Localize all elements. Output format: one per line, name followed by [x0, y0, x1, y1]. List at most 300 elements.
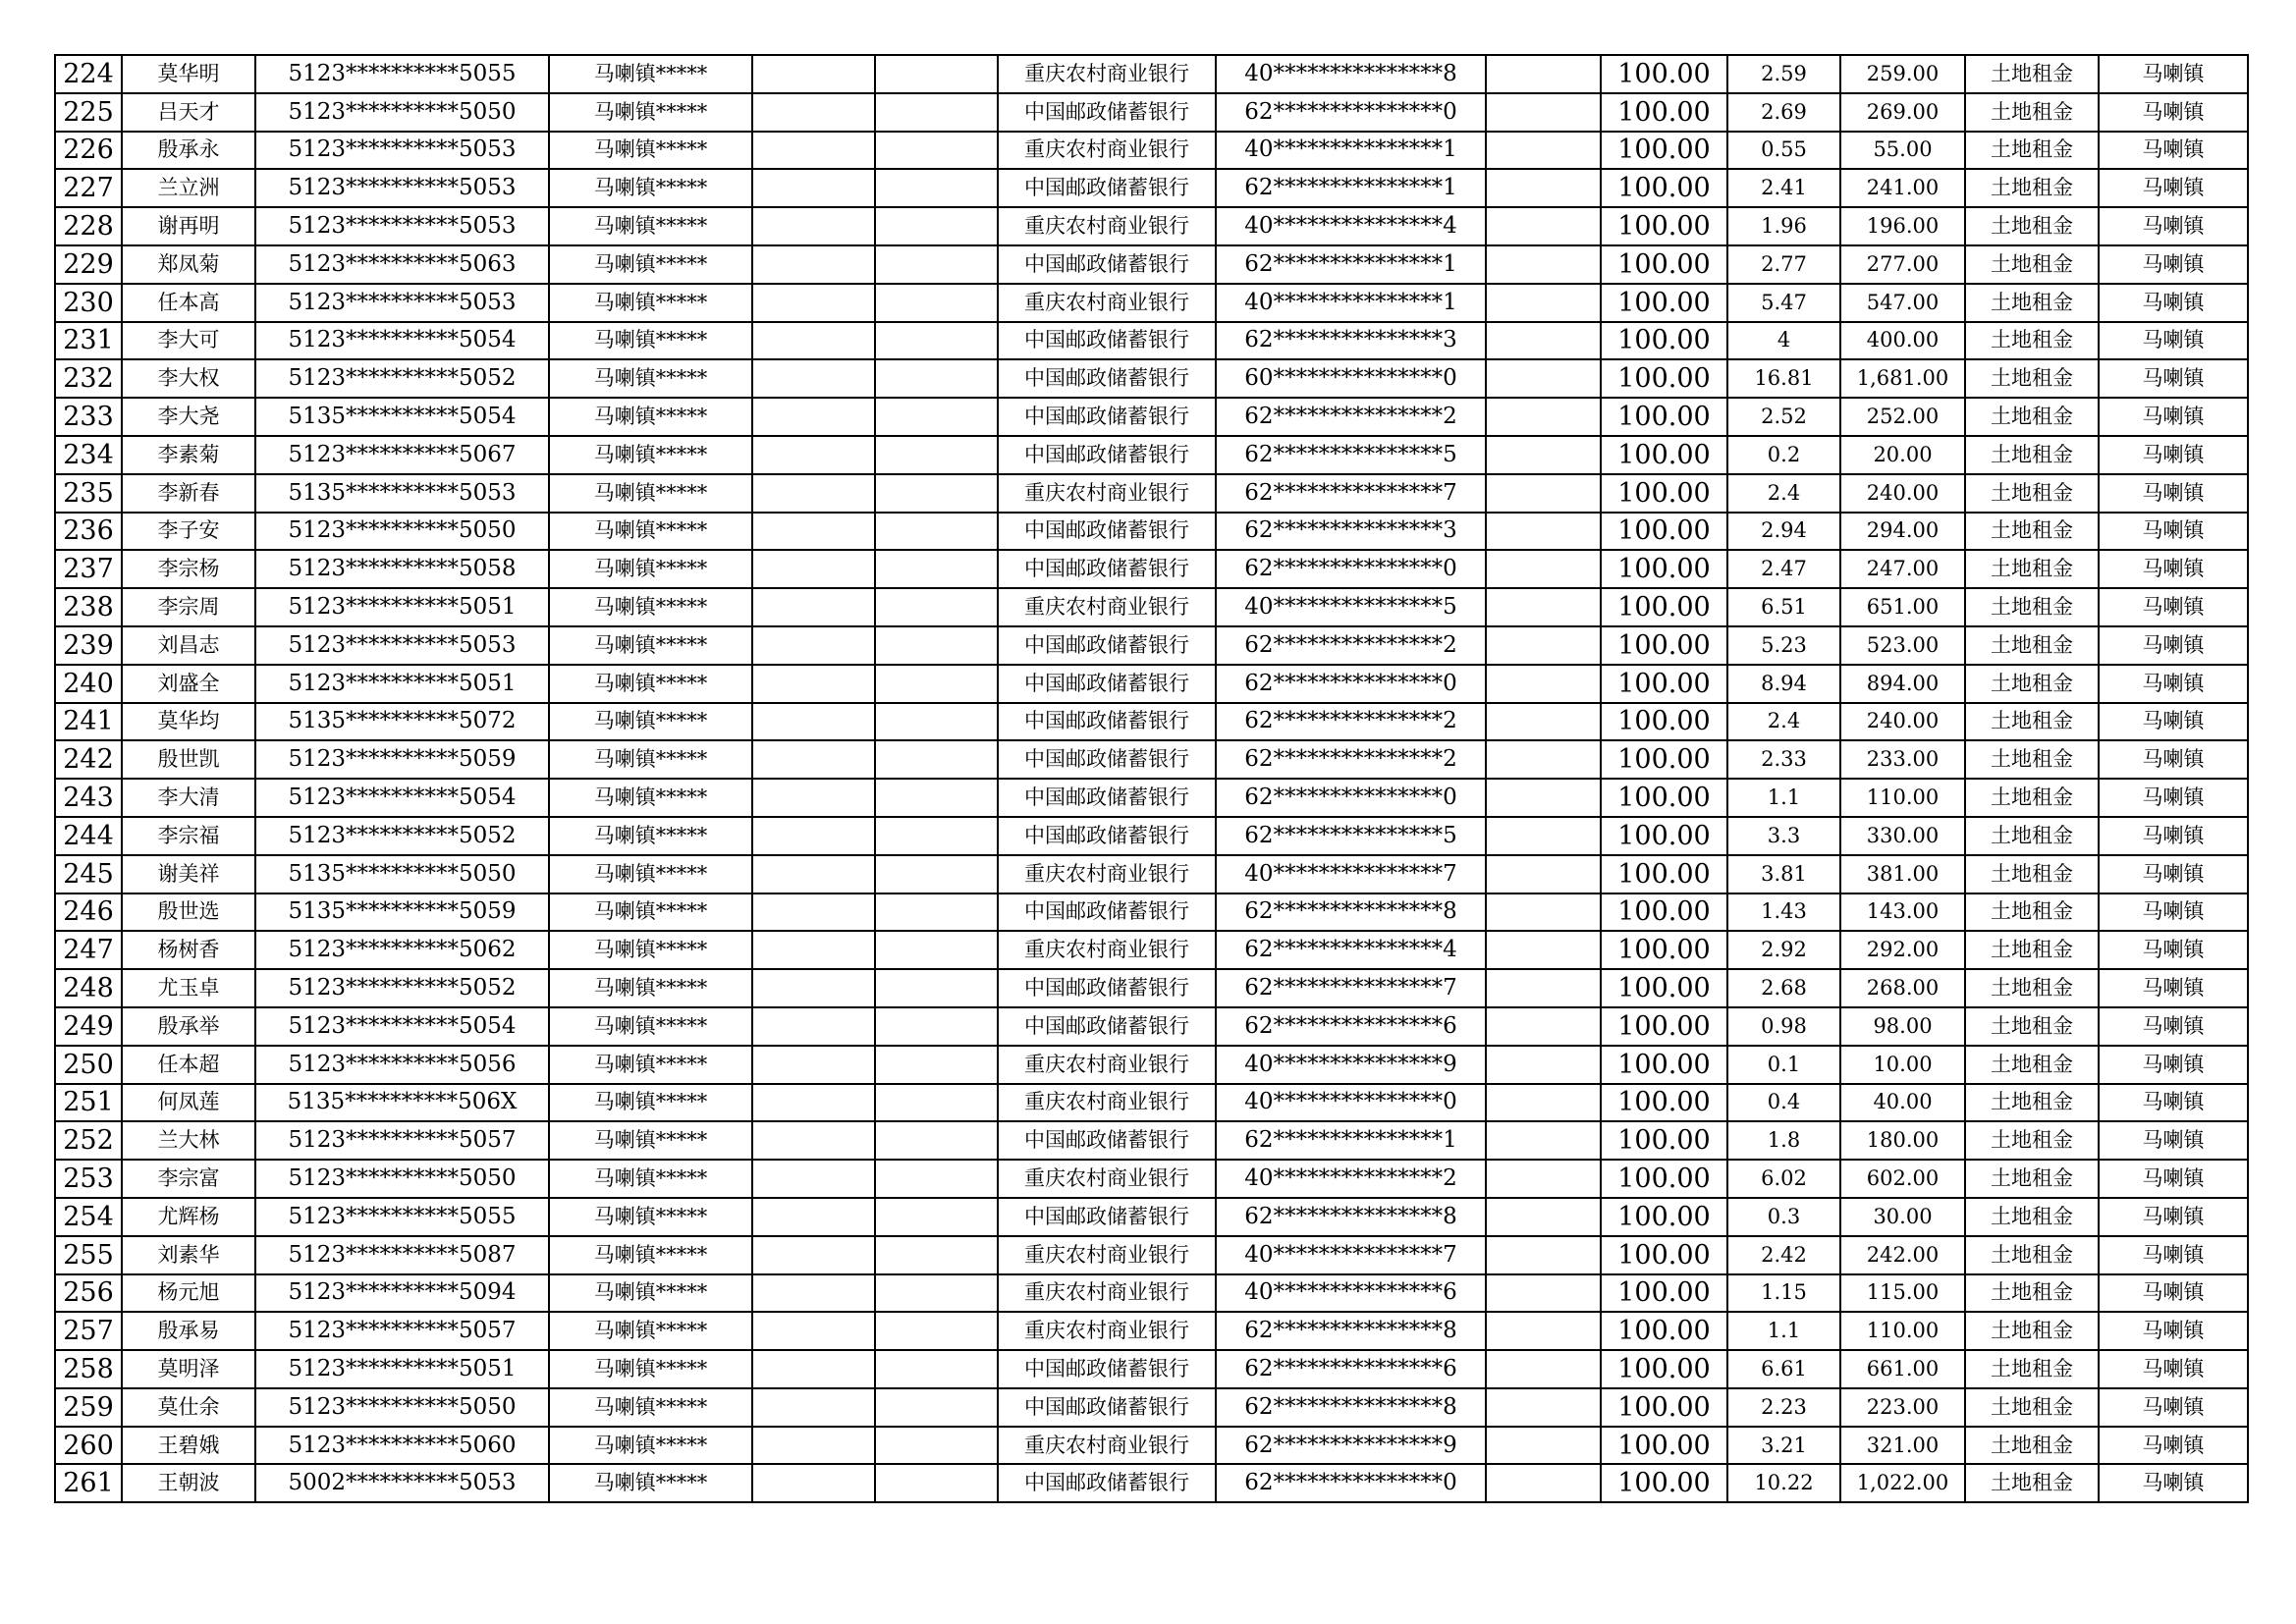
empty-cell [1486, 359, 1601, 398]
table-row [55, 1388, 2248, 1427]
address-cell: 马喇镇***** [549, 55, 752, 93]
empty-cell [752, 1427, 875, 1465]
account-cell: 40***************4 [1216, 207, 1486, 245]
payment-type-cell: 土地租金 [1965, 1121, 2099, 1160]
payment-type-cell: 土地租金 [1965, 1046, 2099, 1084]
address-cell: 马喇镇***** [549, 1388, 752, 1427]
table-row [55, 1046, 2248, 1084]
amount-cell: 400.00 [1840, 322, 1965, 360]
name-cell: 殷承永 [122, 132, 255, 170]
bank-cell: 重庆农村商业银行 [998, 207, 1216, 245]
bank-cell: 中国邮政储蓄银行 [998, 1350, 1216, 1388]
account-cell: 62***************3 [1216, 513, 1486, 551]
amount-cell: 115.00 [1840, 1274, 1965, 1313]
area-cell: 1.8 [1727, 1121, 1840, 1160]
empty-cell [752, 245, 875, 284]
payment-type-cell: 土地租金 [1965, 284, 2099, 322]
address-cell: 马喇镇***** [549, 513, 752, 551]
area-cell: 5.23 [1727, 626, 1840, 665]
table-row [55, 931, 2248, 969]
id-number-cell: 5123**********5053 [255, 284, 549, 322]
empty-cell [752, 513, 875, 551]
empty-cell [752, 703, 875, 741]
empty-cell [1486, 969, 1601, 1007]
address-cell: 马喇镇***** [549, 245, 752, 284]
address-cell: 马喇镇***** [549, 1198, 752, 1236]
area-cell: 0.1 [1727, 1046, 1840, 1084]
id-number-cell: 5135**********5072 [255, 703, 549, 741]
table-row [55, 817, 2248, 855]
empty-cell [752, 169, 875, 207]
empty-cell [752, 1350, 875, 1388]
empty-cell [1486, 855, 1601, 893]
payment-type-cell: 土地租金 [1965, 1084, 2099, 1122]
address-cell: 马喇镇***** [549, 1236, 752, 1274]
account-cell: 62***************5 [1216, 817, 1486, 855]
id-number-cell: 5123**********5052 [255, 359, 549, 398]
unit-price-cell: 100.00 [1601, 284, 1727, 322]
town-cell: 马喇镇 [2099, 626, 2248, 665]
bank-cell: 重庆农村商业银行 [998, 855, 1216, 893]
payment-type-cell: 土地租金 [1965, 969, 2099, 1007]
empty-cell [752, 1312, 875, 1350]
table-row [55, 855, 2248, 893]
id-number-cell: 5123**********5060 [255, 1427, 549, 1465]
bank-cell: 中国邮政储蓄银行 [998, 1198, 1216, 1236]
empty-cell [1486, 245, 1601, 284]
payment-type-cell: 土地租金 [1965, 474, 2099, 513]
empty-cell [875, 931, 998, 969]
area-cell: 3.21 [1727, 1427, 1840, 1465]
amount-cell: 223.00 [1840, 1388, 1965, 1427]
payment-table [54, 54, 2249, 1503]
empty-cell [875, 665, 998, 703]
town-cell: 马喇镇 [2099, 1160, 2248, 1198]
table-row [55, 1350, 2248, 1388]
town-cell: 马喇镇 [2099, 359, 2248, 398]
town-cell: 马喇镇 [2099, 55, 2248, 93]
table-row [55, 1274, 2248, 1313]
address-cell: 马喇镇***** [549, 1464, 752, 1502]
empty-cell [875, 969, 998, 1007]
table-row [55, 513, 2248, 551]
table-row [55, 245, 2248, 284]
empty-cell [752, 855, 875, 893]
payment-type-cell: 土地租金 [1965, 703, 2099, 741]
unit-price-cell: 100.00 [1601, 740, 1727, 779]
empty-cell [875, 588, 998, 626]
bank-cell: 中国邮政储蓄银行 [998, 1121, 1216, 1160]
bank-cell: 中国邮政储蓄银行 [998, 322, 1216, 360]
unit-price-cell: 100.00 [1601, 359, 1727, 398]
town-cell: 马喇镇 [2099, 169, 2248, 207]
amount-cell: 1,681.00 [1840, 359, 1965, 398]
unit-price-cell: 100.00 [1601, 1046, 1727, 1084]
address-cell: 马喇镇***** [549, 740, 752, 779]
town-cell: 马喇镇 [2099, 474, 2248, 513]
empty-cell [1486, 1084, 1601, 1122]
empty-cell [1486, 550, 1601, 588]
row-number-cell: 241 [55, 703, 122, 741]
empty-cell [1486, 626, 1601, 665]
empty-cell [875, 1427, 998, 1465]
account-cell: 40***************7 [1216, 855, 1486, 893]
bank-cell: 中国邮政储蓄银行 [998, 436, 1216, 474]
amount-cell: 196.00 [1840, 207, 1965, 245]
area-cell: 4 [1727, 322, 1840, 360]
amount-cell: 20.00 [1840, 436, 1965, 474]
row-number-cell: 239 [55, 626, 122, 665]
table-row [55, 1464, 2248, 1502]
row-number-cell: 260 [55, 1427, 122, 1465]
town-cell: 马喇镇 [2099, 740, 2248, 779]
bank-cell: 重庆农村商业银行 [998, 132, 1216, 170]
table-row [55, 1160, 2248, 1198]
area-cell: 2.59 [1727, 55, 1840, 93]
empty-cell [1486, 284, 1601, 322]
amount-cell: 523.00 [1840, 626, 1965, 665]
town-cell: 马喇镇 [2099, 1388, 2248, 1427]
id-number-cell: 5123**********5059 [255, 740, 549, 779]
unit-price-cell: 100.00 [1601, 207, 1727, 245]
empty-cell [1486, 436, 1601, 474]
empty-cell [875, 1046, 998, 1084]
empty-cell [875, 779, 998, 817]
address-cell: 马喇镇***** [549, 1312, 752, 1350]
table-row [55, 588, 2248, 626]
id-number-cell: 5123**********5053 [255, 169, 549, 207]
account-cell: 62***************3 [1216, 322, 1486, 360]
name-cell: 李宗富 [122, 1160, 255, 1198]
payment-type-cell: 土地租金 [1965, 207, 2099, 245]
row-number-cell: 242 [55, 740, 122, 779]
row-number-cell: 249 [55, 1007, 122, 1046]
empty-cell [752, 1236, 875, 1274]
id-number-cell: 5123**********5053 [255, 626, 549, 665]
amount-cell: 242.00 [1840, 1236, 1965, 1274]
row-number-cell: 231 [55, 322, 122, 360]
empty-cell [875, 1160, 998, 1198]
unit-price-cell: 100.00 [1601, 398, 1727, 436]
table-row [55, 207, 2248, 245]
area-cell: 2.52 [1727, 398, 1840, 436]
area-cell: 1.1 [1727, 779, 1840, 817]
table-row [55, 1312, 2248, 1350]
unit-price-cell: 100.00 [1601, 588, 1727, 626]
empty-cell [875, 245, 998, 284]
empty-cell [875, 740, 998, 779]
empty-cell [875, 550, 998, 588]
address-cell: 马喇镇***** [549, 1274, 752, 1313]
town-cell: 马喇镇 [2099, 817, 2248, 855]
address-cell: 马喇镇***** [549, 855, 752, 893]
amount-cell: 294.00 [1840, 513, 1965, 551]
empty-cell [752, 626, 875, 665]
row-number-cell: 228 [55, 207, 122, 245]
account-cell: 62***************8 [1216, 1388, 1486, 1427]
amount-cell: 110.00 [1840, 779, 1965, 817]
name-cell: 李大清 [122, 779, 255, 817]
id-number-cell: 5123**********5050 [255, 513, 549, 551]
amount-cell: 1,022.00 [1840, 1464, 1965, 1502]
area-cell: 3.3 [1727, 817, 1840, 855]
address-cell: 马喇镇***** [549, 779, 752, 817]
name-cell: 李宗杨 [122, 550, 255, 588]
area-cell: 2.42 [1727, 1236, 1840, 1274]
town-cell: 马喇镇 [2099, 1121, 2248, 1160]
id-number-cell: 5123**********5094 [255, 1274, 549, 1313]
id-number-cell: 5135**********5059 [255, 893, 549, 932]
town-cell: 马喇镇 [2099, 245, 2248, 284]
row-number-cell: 250 [55, 1046, 122, 1084]
row-number-cell: 246 [55, 893, 122, 932]
id-number-cell: 5123**********5057 [255, 1121, 549, 1160]
table-row [55, 665, 2248, 703]
empty-cell [1486, 474, 1601, 513]
address-cell: 马喇镇***** [549, 284, 752, 322]
empty-cell [1486, 513, 1601, 551]
account-cell: 62***************2 [1216, 740, 1486, 779]
account-cell: 62***************6 [1216, 1007, 1486, 1046]
town-cell: 马喇镇 [2099, 588, 2248, 626]
account-cell: 40***************6 [1216, 1274, 1486, 1313]
table-body [55, 55, 2248, 1502]
empty-cell [875, 893, 998, 932]
address-cell: 马喇镇***** [549, 169, 752, 207]
account-cell: 40***************2 [1216, 1160, 1486, 1198]
empty-cell [752, 550, 875, 588]
amount-cell: 180.00 [1840, 1121, 1965, 1160]
account-cell: 40***************9 [1216, 1046, 1486, 1084]
empty-cell [752, 55, 875, 93]
id-number-cell: 5123**********5056 [255, 1046, 549, 1084]
name-cell: 谢美祥 [122, 855, 255, 893]
unit-price-cell: 100.00 [1601, 1312, 1727, 1350]
empty-cell [1486, 55, 1601, 93]
table-row [55, 626, 2248, 665]
payment-type-cell: 土地租金 [1965, 779, 2099, 817]
town-cell: 马喇镇 [2099, 1312, 2248, 1350]
row-number-cell: 227 [55, 169, 122, 207]
empty-cell [752, 1007, 875, 1046]
row-number-cell: 256 [55, 1274, 122, 1313]
empty-cell [752, 1160, 875, 1198]
id-number-cell: 5123**********5054 [255, 779, 549, 817]
address-cell: 马喇镇***** [549, 359, 752, 398]
area-cell: 10.22 [1727, 1464, 1840, 1502]
area-cell: 6.02 [1727, 1160, 1840, 1198]
unit-price-cell: 100.00 [1601, 779, 1727, 817]
amount-cell: 381.00 [1840, 855, 1965, 893]
amount-cell: 240.00 [1840, 703, 1965, 741]
payment-type-cell: 土地租金 [1965, 55, 2099, 93]
empty-cell [1486, 893, 1601, 932]
empty-cell [875, 93, 998, 132]
table-row [55, 550, 2248, 588]
payment-type-cell: 土地租金 [1965, 1388, 2099, 1427]
payment-type-cell: 土地租金 [1965, 1427, 2099, 1465]
payment-type-cell: 土地租金 [1965, 1007, 2099, 1046]
unit-price-cell: 100.00 [1601, 1160, 1727, 1198]
area-cell: 1.1 [1727, 1312, 1840, 1350]
payment-type-cell: 土地租金 [1965, 588, 2099, 626]
address-cell: 马喇镇***** [549, 132, 752, 170]
table-row [55, 132, 2248, 170]
empty-cell [875, 1121, 998, 1160]
bank-cell: 中国邮政储蓄银行 [998, 626, 1216, 665]
bank-cell: 中国邮政储蓄银行 [998, 169, 1216, 207]
account-cell: 62***************6 [1216, 1350, 1486, 1388]
table-row [55, 474, 2248, 513]
id-number-cell: 5123**********5087 [255, 1236, 549, 1274]
table-row [55, 1427, 2248, 1465]
amount-cell: 321.00 [1840, 1427, 1965, 1465]
id-number-cell: 5135**********5054 [255, 398, 549, 436]
payment-type-cell: 土地租金 [1965, 1236, 2099, 1274]
amount-cell: 330.00 [1840, 817, 1965, 855]
amount-cell: 651.00 [1840, 588, 1965, 626]
area-cell: 2.4 [1727, 703, 1840, 741]
bank-cell: 重庆农村商业银行 [998, 1236, 1216, 1274]
row-number-cell: 248 [55, 969, 122, 1007]
row-number-cell: 238 [55, 588, 122, 626]
empty-cell [1486, 1427, 1601, 1465]
payment-type-cell: 土地租金 [1965, 893, 2099, 932]
empty-cell [1486, 1464, 1601, 1502]
row-number-cell: 255 [55, 1236, 122, 1274]
area-cell: 1.96 [1727, 207, 1840, 245]
name-cell: 刘素华 [122, 1236, 255, 1274]
address-cell: 马喇镇***** [549, 1350, 752, 1388]
empty-cell [752, 474, 875, 513]
amount-cell: 233.00 [1840, 740, 1965, 779]
unit-price-cell: 100.00 [1601, 1007, 1727, 1046]
id-number-cell: 5123**********5054 [255, 322, 549, 360]
table-row [55, 436, 2248, 474]
empty-cell [752, 93, 875, 132]
town-cell: 马喇镇 [2099, 1236, 2248, 1274]
unit-price-cell: 100.00 [1601, 322, 1727, 360]
id-number-cell: 5123**********5051 [255, 588, 549, 626]
town-cell: 马喇镇 [2099, 1464, 2248, 1502]
id-number-cell: 5123**********5063 [255, 245, 549, 284]
row-number-cell: 226 [55, 132, 122, 170]
row-number-cell: 240 [55, 665, 122, 703]
payment-type-cell: 土地租金 [1965, 436, 2099, 474]
name-cell: 杨元旭 [122, 1274, 255, 1313]
name-cell: 兰立洲 [122, 169, 255, 207]
account-cell: 62***************9 [1216, 1427, 1486, 1465]
payment-type-cell: 土地租金 [1965, 1160, 2099, 1198]
amount-cell: 259.00 [1840, 55, 1965, 93]
unit-price-cell: 100.00 [1601, 93, 1727, 132]
table-row [55, 1084, 2248, 1122]
area-cell: 2.47 [1727, 550, 1840, 588]
amount-cell: 252.00 [1840, 398, 1965, 436]
empty-cell [1486, 93, 1601, 132]
id-number-cell: 5123**********5062 [255, 931, 549, 969]
bank-cell: 重庆农村商业银行 [998, 1084, 1216, 1122]
unit-price-cell: 100.00 [1601, 1236, 1727, 1274]
area-cell: 2.41 [1727, 169, 1840, 207]
empty-cell [752, 398, 875, 436]
name-cell: 殷世选 [122, 893, 255, 932]
account-cell: 40***************1 [1216, 132, 1486, 170]
amount-cell: 241.00 [1840, 169, 1965, 207]
table-row [55, 55, 2248, 93]
empty-cell [1486, 169, 1601, 207]
area-cell: 5.47 [1727, 284, 1840, 322]
bank-cell: 中国邮政储蓄银行 [998, 893, 1216, 932]
name-cell: 吕天才 [122, 93, 255, 132]
empty-cell [1486, 588, 1601, 626]
amount-cell: 292.00 [1840, 931, 1965, 969]
account-cell: 62***************4 [1216, 931, 1486, 969]
unit-price-cell: 100.00 [1601, 245, 1727, 284]
bank-cell: 中国邮政储蓄银行 [998, 740, 1216, 779]
empty-cell [752, 1464, 875, 1502]
town-cell: 马喇镇 [2099, 436, 2248, 474]
empty-cell [1486, 665, 1601, 703]
row-number-cell: 253 [55, 1160, 122, 1198]
payment-type-cell: 土地租金 [1965, 513, 2099, 551]
row-number-cell: 243 [55, 779, 122, 817]
account-cell: 62***************0 [1216, 665, 1486, 703]
amount-cell: 661.00 [1840, 1350, 1965, 1388]
id-number-cell: 5002**********5053 [255, 1464, 549, 1502]
empty-cell [875, 207, 998, 245]
name-cell: 莫华明 [122, 55, 255, 93]
town-cell: 马喇镇 [2099, 1350, 2248, 1388]
empty-cell [1486, 740, 1601, 779]
address-cell: 马喇镇***** [549, 474, 752, 513]
amount-cell: 143.00 [1840, 893, 1965, 932]
address-cell: 马喇镇***** [549, 1121, 752, 1160]
unit-price-cell: 100.00 [1601, 665, 1727, 703]
unit-price-cell: 100.00 [1601, 132, 1727, 170]
account-cell: 62***************8 [1216, 893, 1486, 932]
name-cell: 李大权 [122, 359, 255, 398]
empty-cell [875, 817, 998, 855]
town-cell: 马喇镇 [2099, 398, 2248, 436]
unit-price-cell: 100.00 [1601, 1350, 1727, 1388]
empty-cell [875, 1312, 998, 1350]
area-cell: 2.23 [1727, 1388, 1840, 1427]
row-number-cell: 254 [55, 1198, 122, 1236]
name-cell: 李宗福 [122, 817, 255, 855]
id-number-cell: 5123**********5051 [255, 1350, 549, 1388]
amount-cell: 269.00 [1840, 93, 1965, 132]
payment-type-cell: 土地租金 [1965, 398, 2099, 436]
unit-price-cell: 100.00 [1601, 1121, 1727, 1160]
empty-cell [1486, 132, 1601, 170]
name-cell: 兰大林 [122, 1121, 255, 1160]
payment-type-cell: 土地租金 [1965, 169, 2099, 207]
table-row [55, 1007, 2248, 1046]
address-cell: 马喇镇***** [549, 1007, 752, 1046]
row-number-cell: 245 [55, 855, 122, 893]
amount-cell: 547.00 [1840, 284, 1965, 322]
id-number-cell: 5123**********5055 [255, 55, 549, 93]
address-cell: 马喇镇***** [549, 703, 752, 741]
empty-cell [875, 55, 998, 93]
id-number-cell: 5123**********5055 [255, 1198, 549, 1236]
unit-price-cell: 100.00 [1601, 474, 1727, 513]
bank-cell: 重庆农村商业银行 [998, 1046, 1216, 1084]
account-cell: 40***************7 [1216, 1236, 1486, 1274]
unit-price-cell: 100.00 [1601, 436, 1727, 474]
amount-cell: 98.00 [1840, 1007, 1965, 1046]
